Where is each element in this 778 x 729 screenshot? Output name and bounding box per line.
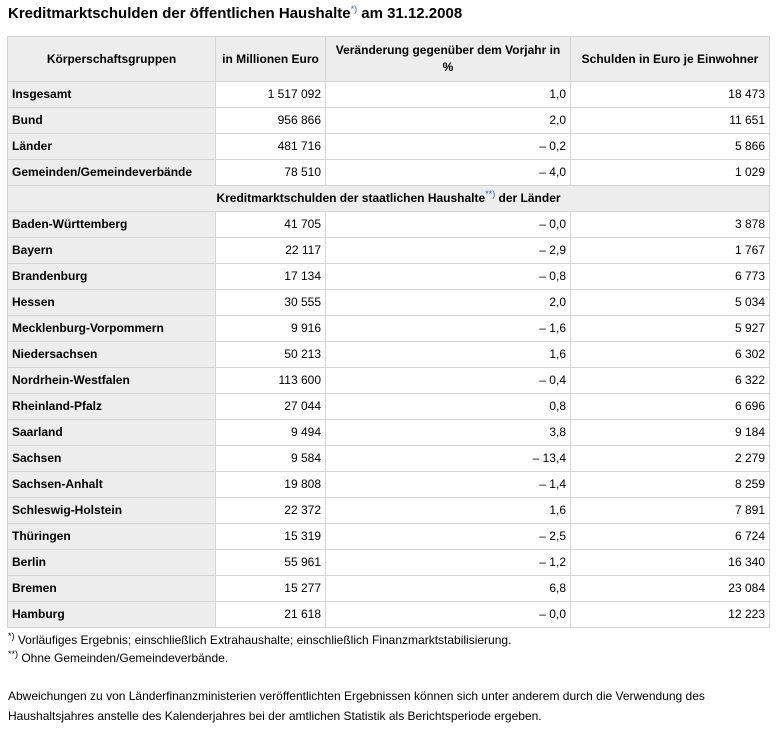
cell-change: – 0,4 bbox=[326, 368, 571, 394]
cell-change: 3,8 bbox=[326, 420, 571, 446]
cell-change: – 0,0 bbox=[326, 212, 571, 238]
cell-per-capita: 7 891 bbox=[571, 498, 770, 524]
row-label: Bayern bbox=[8, 238, 216, 264]
table-row bbox=[8, 472, 770, 498]
col-header-per-capita: Schulden in Euro je Einwohner bbox=[571, 37, 770, 82]
table-row bbox=[8, 264, 770, 290]
cell-change: 2,0 bbox=[326, 108, 571, 134]
cell-change: 1,6 bbox=[326, 498, 571, 524]
row-label: Berlin bbox=[8, 550, 216, 576]
laender-subheader: Kreditmarktschulden der staatlichen Haushalte**) der Länder bbox=[8, 186, 770, 212]
table-row bbox=[8, 602, 770, 628]
table-row bbox=[8, 160, 770, 186]
cell-millions: 50 213 bbox=[216, 342, 326, 368]
subheader-row bbox=[8, 186, 770, 212]
methodology-note: Abweichungen zu von Länderfinanzministerien veröffentlichten Ergebnissen können sich unter anderem durch die Verwendung des Haushaltsjahres anstelle des Kalenderjahres bei der amtlichen Statistik als Berichtsperiode ergeben. bbox=[8, 689, 705, 723]
row-label: Insgesamt bbox=[8, 82, 216, 108]
cell-change: 2,0 bbox=[326, 290, 571, 316]
table-row bbox=[8, 108, 770, 134]
row-label: Thüringen bbox=[8, 524, 216, 550]
cell-per-capita: 18 473 bbox=[571, 82, 770, 108]
table-row bbox=[8, 134, 770, 160]
cell-millions: 22 117 bbox=[216, 238, 326, 264]
title-footnote-marker[interactable]: *) bbox=[350, 4, 358, 14]
cell-change: – 0,2 bbox=[326, 134, 571, 160]
table-row bbox=[8, 368, 770, 394]
cell-millions: 956 866 bbox=[216, 108, 326, 134]
cell-millions: 19 808 bbox=[216, 472, 326, 498]
table-row bbox=[8, 446, 770, 472]
cell-per-capita: 12 223 bbox=[571, 602, 770, 628]
table-row bbox=[8, 316, 770, 342]
cell-millions: 9 584 bbox=[216, 446, 326, 472]
cell-millions: 17 134 bbox=[216, 264, 326, 290]
cell-change: – 4,0 bbox=[326, 160, 571, 186]
cell-millions: 27 044 bbox=[216, 394, 326, 420]
cell-per-capita: 6 322 bbox=[571, 368, 770, 394]
row-label: Bremen bbox=[8, 576, 216, 602]
table-row bbox=[8, 290, 770, 316]
row-label: Sachsen-Anhalt bbox=[8, 472, 216, 498]
cell-per-capita: 8 259 bbox=[571, 472, 770, 498]
cell-per-capita: 1 767 bbox=[571, 238, 770, 264]
table-header-row bbox=[8, 37, 770, 82]
cell-millions: 15 277 bbox=[216, 576, 326, 602]
cell-change: – 1,4 bbox=[326, 472, 571, 498]
laender-rows bbox=[8, 212, 770, 628]
footnote-1: *) Vorläufiges Ergebnis; einschließlich Extrahaushalte; einschließlich Finanzmarktstabilisierung. bbox=[8, 631, 512, 647]
cell-millions: 78 510 bbox=[216, 160, 326, 186]
cell-per-capita: 1 029 bbox=[571, 160, 770, 186]
row-label: Bund bbox=[8, 108, 216, 134]
table-row bbox=[8, 342, 770, 368]
table-row bbox=[8, 498, 770, 524]
table-row bbox=[8, 238, 770, 264]
cell-per-capita: 16 340 bbox=[571, 550, 770, 576]
cell-change: – 1,6 bbox=[326, 316, 571, 342]
table-row bbox=[8, 420, 770, 446]
row-label: Länder bbox=[8, 134, 216, 160]
summary-rows bbox=[8, 82, 770, 186]
footnote-2: **) Ohne Gemeinden/Gemeindeverbände. bbox=[8, 649, 229, 665]
cell-change: 6,8 bbox=[326, 576, 571, 602]
cell-millions: 113 600 bbox=[216, 368, 326, 394]
table-row bbox=[8, 82, 770, 108]
cell-per-capita: 3 878 bbox=[571, 212, 770, 238]
debt-table bbox=[7, 36, 770, 628]
cell-millions: 55 961 bbox=[216, 550, 326, 576]
row-label: Baden-Württemberg bbox=[8, 212, 216, 238]
cell-change: 1,6 bbox=[326, 342, 571, 368]
cell-millions: 481 716 bbox=[216, 134, 326, 160]
row-label: Gemeinden/Gemeindeverbände bbox=[8, 160, 216, 186]
cell-millions: 9 494 bbox=[216, 420, 326, 446]
table-row bbox=[8, 550, 770, 576]
cell-millions: 30 555 bbox=[216, 290, 326, 316]
row-label: Niedersachsen bbox=[8, 342, 216, 368]
cell-millions: 15 319 bbox=[216, 524, 326, 550]
cell-per-capita: 11 651 bbox=[571, 108, 770, 134]
cell-change: 0,8 bbox=[326, 394, 571, 420]
cell-change: – 0,8 bbox=[326, 264, 571, 290]
cell-per-capita: 6 773 bbox=[571, 264, 770, 290]
row-label: Sachsen bbox=[8, 446, 216, 472]
cell-change: – 13,4 bbox=[326, 446, 571, 472]
row-label: Mecklenburg-Vorpommern bbox=[8, 316, 216, 342]
cell-change: – 0,0 bbox=[326, 602, 571, 628]
row-label: Brandenburg bbox=[8, 264, 216, 290]
cell-change: – 1,2 bbox=[326, 550, 571, 576]
cell-millions: 9 916 bbox=[216, 316, 326, 342]
row-label: Hessen bbox=[8, 290, 216, 316]
cell-per-capita: 9 184 bbox=[571, 420, 770, 446]
cell-millions: 22 372 bbox=[216, 498, 326, 524]
footnote-2-marker: **) bbox=[8, 649, 19, 659]
col-header-groups: Körperschaftsgruppen bbox=[8, 37, 216, 82]
cell-per-capita: 6 724 bbox=[571, 524, 770, 550]
subheader-footnote-marker[interactable]: **) bbox=[485, 189, 496, 199]
table-row bbox=[8, 394, 770, 420]
cell-millions: 21 618 bbox=[216, 602, 326, 628]
cell-per-capita: 5 034 bbox=[571, 290, 770, 316]
table-row bbox=[8, 212, 770, 238]
cell-change: – 2,5 bbox=[326, 524, 571, 550]
cell-per-capita: 5 866 bbox=[571, 134, 770, 160]
row-label: Saarland bbox=[8, 420, 216, 446]
row-label: Rheinland-Pfalz bbox=[8, 394, 216, 420]
page-title: Kreditmarktschulden der öffentlichen Haushalte*) am 31.12.2008 bbox=[8, 4, 463, 22]
cell-per-capita: 6 302 bbox=[571, 342, 770, 368]
row-label: Hamburg bbox=[8, 602, 216, 628]
cell-millions: 41 705 bbox=[216, 212, 326, 238]
cell-change: – 2,9 bbox=[326, 238, 571, 264]
footnote-1-marker: *) bbox=[8, 631, 15, 641]
col-header-change: Veränderung gegenüber dem Vorjahr in % bbox=[326, 37, 571, 82]
cell-per-capita: 2 279 bbox=[571, 446, 770, 472]
cell-change: 1,0 bbox=[326, 82, 571, 108]
table-row bbox=[8, 524, 770, 550]
cell-millions: 1 517 092 bbox=[216, 82, 326, 108]
cell-per-capita: 6 696 bbox=[571, 394, 770, 420]
row-label: Nordrhein-Westfalen bbox=[8, 368, 216, 394]
cell-per-capita: 5 927 bbox=[571, 316, 770, 342]
col-header-millions: in Millionen Euro bbox=[216, 37, 326, 82]
table-row bbox=[8, 576, 770, 602]
cell-per-capita: 23 084 bbox=[571, 576, 770, 602]
row-label: Schleswig-Holstein bbox=[8, 498, 216, 524]
